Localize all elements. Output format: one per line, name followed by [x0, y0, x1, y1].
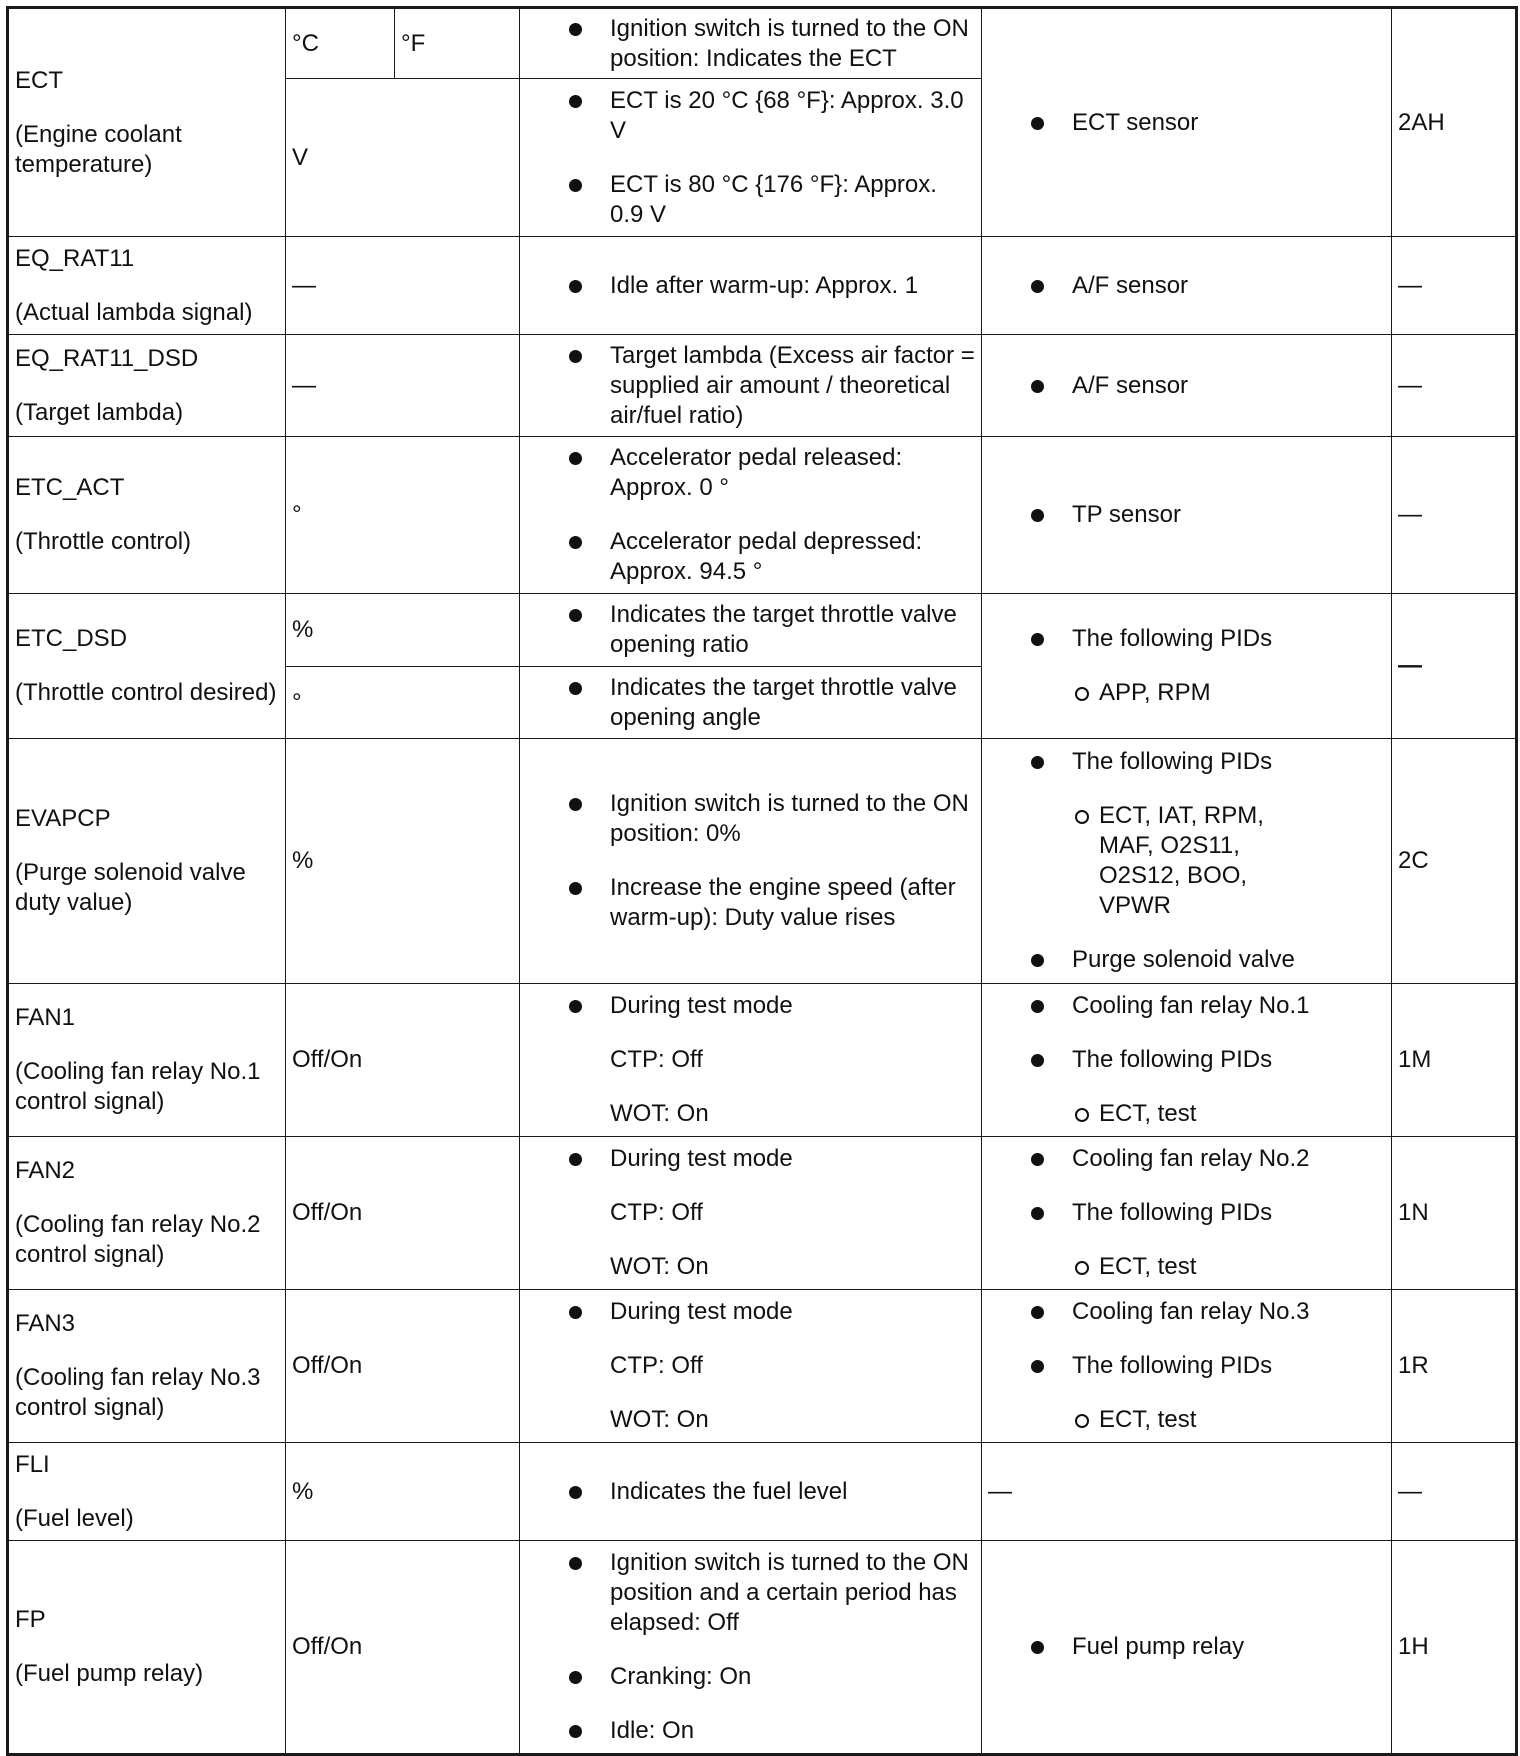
unit-cell: % [286, 739, 520, 984]
check-item: Cooling fan relay No.2 [1022, 1144, 1385, 1174]
condition-cell [520, 667, 982, 739]
condition-item: Idle: On [560, 1716, 975, 1746]
check-item-cell [982, 437, 1392, 594]
unit-cell: % [286, 1443, 520, 1541]
terminal-cell: — [1392, 1443, 1517, 1541]
condition-cell [520, 594, 982, 667]
pid-description: (Purge solenoid valve duty value) [15, 859, 246, 916]
pid-monitor-table [6, 6, 1518, 1756]
condition-cell [520, 1443, 982, 1541]
table-row [8, 1290, 1517, 1443]
condition-cell [520, 739, 982, 984]
pid-description: (Cooling fan relay No.2 control signal) [15, 1211, 261, 1268]
check-item: TP sensor [1022, 500, 1385, 530]
condition-cell [520, 1137, 982, 1290]
condition-cell [520, 79, 982, 237]
unit-cell: Off/On [286, 1541, 520, 1755]
terminal-cell: 1M [1392, 984, 1517, 1137]
condition-item: Indicates the target throttle valve opening angle [560, 673, 975, 733]
check-subitem: APP, RPM [1022, 678, 1385, 708]
condition-item: Ignition switch is turned to the ON position and a certain period has elapsed: Off [560, 1548, 975, 1638]
condition-cell [520, 437, 982, 594]
pid-name: EQ_RAT11 [15, 244, 135, 272]
pid-name-cell [8, 335, 286, 437]
condition-cell [520, 1290, 982, 1443]
check-item: Cooling fan relay No.1 [1022, 991, 1385, 1021]
pid-description: (Fuel pump relay) [15, 1660, 204, 1687]
terminal-cell: — [1392, 594, 1517, 739]
pid-name-cell [8, 594, 286, 739]
check-subitem: ECT, test [1022, 1252, 1385, 1282]
condition-item: Increase the engine speed (after warm-up): Duty value rises [560, 873, 975, 933]
check-item-cell [982, 739, 1392, 984]
condition-item: ECT is 20 °C {68 °F}: Approx. 3.0 V [560, 86, 975, 146]
condition-cell [520, 335, 982, 437]
pid-description: (Actual lambda signal) [15, 298, 253, 326]
terminal-cell: 1N [1392, 1137, 1517, 1290]
check-item-label: The following PIDs [1072, 1199, 1273, 1226]
terminal-cell: 1R [1392, 1290, 1517, 1443]
check-item: Purge solenoid valve [1022, 945, 1385, 975]
pid-name-cell [8, 1137, 286, 1290]
pid-name: EQ_RAT11_DSD [15, 344, 199, 372]
condition-item: Indicates the target throttle valve opening ratio [560, 600, 975, 660]
condition-detail: CTP: Off [610, 1046, 703, 1073]
unit-cell: °C [286, 8, 395, 79]
table-row [8, 1443, 1517, 1541]
condition-item: Ignition switch is turned to the ON position: Indicates the ECT [560, 14, 975, 74]
pid-description: (Cooling fan relay No.1 control signal) [15, 1058, 261, 1115]
check-subitem: ECT, test [1022, 1099, 1385, 1129]
check-item: ECT sensor [1022, 108, 1385, 138]
table-row [8, 1137, 1517, 1290]
check-item-cell [982, 594, 1392, 739]
pid-name-cell [8, 1290, 286, 1443]
pid-name-cell [8, 1443, 286, 1541]
terminal-cell: — [1392, 437, 1517, 594]
unit-cell: °F [395, 8, 520, 79]
check-item-label: The following PIDs [1072, 625, 1273, 652]
terminal-cell: — [1392, 237, 1517, 335]
check-item: A/F sensor [1022, 371, 1385, 401]
check-item-label: The following PIDs [1072, 1352, 1273, 1379]
condition-item: During test mode [560, 1297, 975, 1327]
condition-item: Idle after warm-up: Approx. 1 [560, 271, 975, 301]
pid-description: (Target lambda) [15, 398, 184, 426]
check-item: A/F sensor [1022, 271, 1385, 301]
check-subitem: ECT, test [1022, 1405, 1385, 1435]
pid-description: (Cooling fan relay No.3 control signal) [15, 1364, 261, 1421]
terminal-cell: 2AH [1392, 8, 1517, 237]
condition-item: Ignition switch is turned to the ON position: 0% [560, 789, 975, 849]
table-row [8, 1541, 1517, 1755]
pid-name-cell [8, 8, 286, 237]
check-item-label: The following PIDs [1072, 1046, 1273, 1073]
terminal-cell: — [1392, 335, 1517, 437]
table-row [8, 984, 1517, 1137]
pid-name: ETC_DSD [15, 625, 128, 652]
terminal-cell: 2C [1392, 739, 1517, 984]
condition-item: Accelerator pedal released: Approx. 0 ° [560, 443, 975, 503]
check-item-cell [982, 1290, 1392, 1443]
condition-cell [520, 237, 982, 335]
table-row [8, 237, 1517, 335]
check-item: Fuel pump relay [1022, 1632, 1385, 1662]
condition-item: ECT is 80 °C {176 °F}: Approx. 0.9 V [560, 170, 975, 230]
pid-description: (Engine coolant temperature) [15, 120, 182, 178]
condition-cell [520, 8, 982, 79]
condition-item: Indicates the fuel level [560, 1477, 975, 1507]
condition-item: During test mode [560, 1144, 975, 1174]
pid-name: FLI [15, 1450, 50, 1478]
unit-cell: Off/On [286, 1290, 520, 1443]
check-item-label: The following PIDs [1072, 748, 1273, 775]
unit-cell: ° [286, 667, 520, 739]
pid-name: FP [15, 1606, 46, 1633]
pid-name-cell [8, 237, 286, 335]
pid-name-cell [8, 1541, 286, 1755]
check-item-cell [982, 335, 1392, 437]
pid-description: (Throttle control) [15, 528, 192, 555]
check-item-cell [982, 237, 1392, 335]
condition-item: Cranking: On [560, 1662, 975, 1692]
condition-detail: CTP: Off [610, 1352, 703, 1379]
condition-cell [520, 1541, 982, 1755]
unit-cell: Off/On [286, 984, 520, 1137]
table-row [8, 739, 1517, 984]
condition-detail: WOT: On [610, 1100, 709, 1127]
check-item-cell [982, 1541, 1392, 1755]
pid-name: ECT [15, 66, 63, 94]
condition-detail: CTP: Off [610, 1199, 703, 1226]
table-row [8, 437, 1517, 594]
condition-cell [520, 984, 982, 1137]
pid-name: FAN2 [15, 1157, 76, 1184]
check-item [1022, 1198, 1385, 1282]
table-row [8, 8, 1517, 79]
check-item [1022, 1351, 1385, 1435]
pid-name: FAN3 [15, 1310, 76, 1337]
pid-name-cell [8, 984, 286, 1137]
unit-cell: — [286, 237, 520, 335]
condition-detail: WOT: On [610, 1406, 709, 1433]
unit-cell: ° [286, 437, 520, 594]
pid-name-cell [8, 739, 286, 984]
check-subitem: ECT, IAT, RPM, MAF, O2S11, O2S12, BOO, VPWR [1022, 801, 1385, 921]
pid-name: ETC_ACT [15, 474, 125, 501]
unit-cell: V [286, 79, 520, 237]
check-item-cell [982, 1137, 1392, 1290]
check-item-cell [982, 984, 1392, 1137]
table-row [8, 335, 1517, 437]
unit-cell: Off/On [286, 1137, 520, 1290]
check-item-cell: — [982, 1443, 1392, 1541]
terminal-cell: 1H [1392, 1541, 1517, 1755]
condition-item: Accelerator pedal depressed: Approx. 94.5 ° [560, 527, 975, 587]
check-item [1022, 624, 1385, 708]
condition-item: Target lambda (Excess air factor = supplied air amount / theoretical air/fuel ratio) [560, 341, 975, 431]
pid-name: FAN1 [15, 1004, 76, 1031]
condition-item: During test mode [560, 991, 975, 1021]
pid-description: (Fuel level) [15, 1504, 134, 1532]
check-item [1022, 747, 1385, 921]
check-item [1022, 1045, 1385, 1129]
unit-cell: % [286, 594, 520, 667]
pid-name-cell [8, 437, 286, 594]
check-item: Cooling fan relay No.3 [1022, 1297, 1385, 1327]
check-item-cell [982, 8, 1392, 237]
pid-description: (Throttle control desired) [15, 679, 277, 706]
table-row [8, 594, 1517, 667]
pid-name: EVAPCP [15, 805, 111, 832]
unit-cell: — [286, 335, 520, 437]
condition-detail: WOT: On [610, 1253, 709, 1280]
